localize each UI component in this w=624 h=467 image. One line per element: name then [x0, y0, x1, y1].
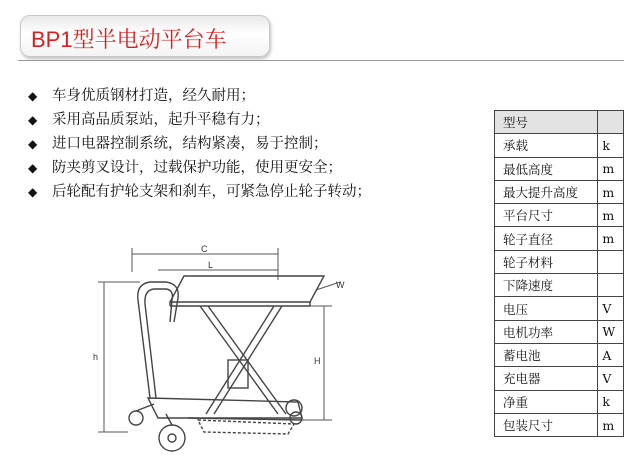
spec-label: 蓄电池 — [495, 343, 598, 366]
dim-label-w: W — [336, 280, 345, 290]
spec-table-header — [495, 111, 624, 134]
feature-text: 车身优质钢材打造，经久耐用； — [52, 88, 255, 104]
spec-row — [495, 134, 624, 157]
spec-label: 平台尺寸 — [495, 204, 598, 227]
diamond-bullet-icon: ◆ — [28, 89, 38, 103]
spec-value: m — [598, 227, 624, 250]
spec-value: k — [598, 390, 624, 413]
spec-row — [495, 320, 624, 343]
spec-value — [598, 111, 624, 134]
dim-label-c: C — [201, 244, 208, 254]
feature-text: 防夹剪叉设计，过载保护功能，使用更安全； — [52, 160, 342, 176]
spec-value: V — [598, 297, 624, 320]
caster-wheel — [159, 425, 185, 451]
spec-label: 轮子直径 — [495, 227, 598, 250]
title-banner — [20, 15, 270, 57]
spec-label: 轮子材料 — [495, 250, 598, 273]
caster-wheel — [129, 411, 143, 425]
spec-table — [494, 110, 624, 437]
spec-label: 包装尺寸 — [495, 413, 598, 436]
spec-row — [495, 367, 624, 390]
spec-row — [495, 274, 624, 297]
platform — [170, 276, 324, 302]
spec-label: 型号 — [495, 111, 598, 134]
spec-row — [495, 157, 624, 180]
spec-value: V — [598, 367, 624, 390]
dim-label-h-small: h — [93, 352, 99, 362]
spec-row — [495, 297, 624, 320]
spec-row — [495, 250, 624, 273]
spec-value: m — [598, 204, 624, 227]
spec-row — [495, 180, 624, 203]
spec-label: 最大提升高度 — [495, 180, 598, 203]
diamond-bullet-icon: ◆ — [28, 185, 38, 199]
feature-text: 后轮配有护轮支架和刹车，可紧急停止轮子转动； — [52, 184, 371, 200]
spec-row — [495, 343, 624, 366]
feature-list — [28, 84, 371, 204]
dim-label-l: L — [208, 260, 214, 270]
chassis — [148, 398, 302, 418]
spec-row — [495, 413, 624, 436]
spec-label: 最低高度 — [495, 157, 598, 180]
feature-text: 采用高品质泵站，起升平稳有力； — [52, 112, 270, 128]
feature-item — [28, 156, 371, 180]
spec-value — [598, 274, 624, 297]
spec-value: k — [598, 134, 624, 157]
spec-label: 净重 — [495, 390, 598, 413]
spec-label: 电压 — [495, 297, 598, 320]
title-divider — [18, 60, 624, 61]
spec-label: 充电器 — [495, 367, 598, 390]
diamond-bullet-icon: ◆ — [28, 113, 38, 127]
feature-item — [28, 180, 371, 204]
feature-text: 进口电器控制系统，结构紧凑，易于控制； — [52, 136, 328, 152]
dim-label-h-large: H — [314, 356, 321, 366]
feature-item — [28, 108, 371, 132]
diamond-bullet-icon: ◆ — [28, 161, 38, 175]
spec-row — [495, 227, 624, 250]
spec-value: A — [598, 343, 624, 366]
scissor-lift-diagram — [88, 242, 368, 462]
feature-item — [28, 84, 371, 108]
spec-row — [495, 390, 624, 413]
feature-item — [28, 132, 371, 156]
spec-row — [495, 204, 624, 227]
spec-label: 下降速度 — [495, 274, 598, 297]
spec-value: m — [598, 413, 624, 436]
spec-value: m — [598, 157, 624, 180]
spec-value: W — [598, 320, 624, 343]
spec-label: 承载 — [495, 134, 598, 157]
spec-value — [598, 250, 624, 273]
diamond-bullet-icon: ◆ — [28, 137, 38, 151]
spec-label: 电机功率 — [495, 320, 598, 343]
page-title: BP1型半电动平台车 — [31, 27, 227, 52]
spec-value: m — [598, 180, 624, 203]
